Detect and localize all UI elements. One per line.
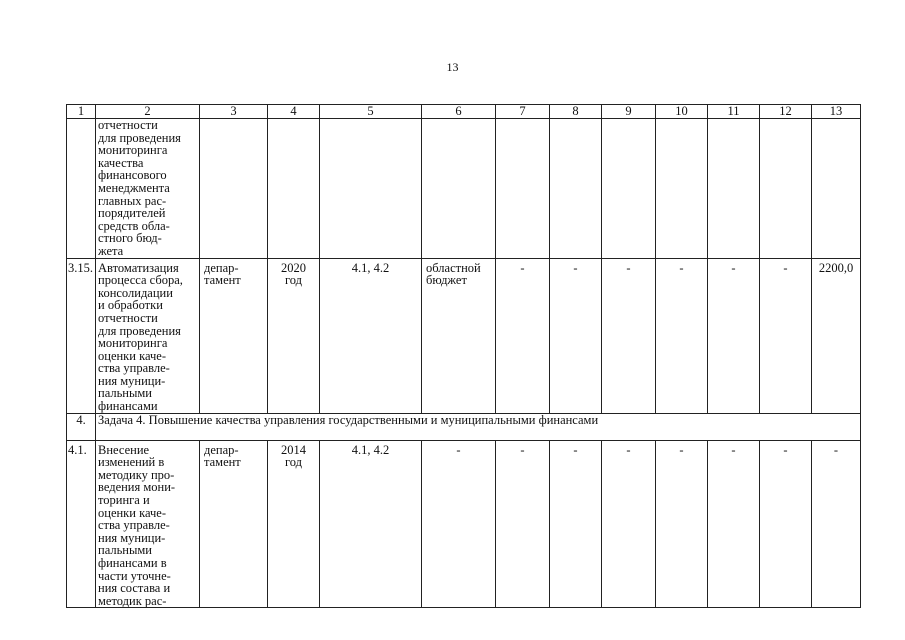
cell-line: процесса сбора, <box>98 273 183 288</box>
column-number: 4 <box>268 105 320 119</box>
value-cell: - <box>760 440 812 608</box>
cell-line: Внесение <box>98 442 150 457</box>
cell-line: ния муници- <box>98 530 166 545</box>
task-title: Задача 4. Повышение качества управления государственными и муниципальными финансами <box>96 413 861 440</box>
executor <box>200 440 268 608</box>
value-cell: - <box>708 258 760 413</box>
program-table <box>66 104 861 608</box>
value-cell: - <box>602 440 656 608</box>
page-number: 13 <box>446 60 459 74</box>
value-cell: 2200,0 <box>812 258 861 413</box>
column-number: 7 <box>496 105 550 119</box>
table-row <box>67 119 861 259</box>
cell-line: ства управле- <box>98 518 170 533</box>
column-number: 11 <box>708 105 760 119</box>
column-number: 10 <box>656 105 708 119</box>
cell-line: депар- <box>204 260 239 275</box>
cell-line: мониторинга <box>98 336 168 351</box>
measure-description <box>96 119 200 259</box>
cell-line: тамент <box>204 273 241 288</box>
year <box>268 258 320 413</box>
measure-description <box>96 440 200 608</box>
cell-line: методику про- <box>98 467 175 482</box>
value-cell: - <box>708 440 760 608</box>
value-cell: - <box>602 258 656 413</box>
value-cell: - <box>656 440 708 608</box>
column-number: 13 <box>812 105 861 119</box>
cell-line: качества <box>98 155 144 170</box>
row-number: 4. <box>67 413 96 440</box>
cell-line: финансового <box>98 168 167 183</box>
cell-line: мониторинга <box>98 143 168 158</box>
value-cell: - <box>496 440 550 608</box>
cell-line: средств обла- <box>98 218 170 233</box>
cell-line: год <box>284 273 303 288</box>
column-number: 2 <box>96 105 200 119</box>
value-cell: - <box>422 440 496 608</box>
cell-line: отчетности <box>98 118 158 132</box>
year <box>268 440 320 608</box>
value-cell: - <box>550 258 602 413</box>
cell-line: 2020 <box>281 260 306 275</box>
table-row <box>67 258 861 413</box>
funding-source <box>422 258 496 413</box>
cell-line: пальными <box>98 386 152 401</box>
value-cell: - <box>656 258 708 413</box>
table-row <box>67 440 861 608</box>
column-number-row <box>67 105 861 119</box>
cell-line: торинга и <box>98 493 150 508</box>
cell-line: ства управле- <box>98 361 170 376</box>
cell-line: и обработки <box>98 298 163 313</box>
cell-line: оценки каче- <box>98 348 166 363</box>
cell-line: стного бюд- <box>98 231 162 246</box>
column-number: 12 <box>760 105 812 119</box>
row-number: 3.15. <box>67 258 96 413</box>
cell-line: изменений в <box>98 455 165 470</box>
cell-line: депар- <box>204 442 239 457</box>
cell-line: областной <box>426 260 481 275</box>
value-cell: - <box>550 440 602 608</box>
cell-line: менеджмента <box>98 180 170 195</box>
cell-line: жета <box>98 243 124 258</box>
value-cell: - <box>760 258 812 413</box>
column-number: 9 <box>602 105 656 119</box>
measure-description <box>96 258 200 413</box>
cell-line: ведения мони- <box>98 480 176 495</box>
column-number: 3 <box>200 105 268 119</box>
value-cell: - <box>496 258 550 413</box>
cell-line: оценки каче- <box>98 505 166 520</box>
cell-line: ния муници- <box>98 373 166 388</box>
cell-line: тамент <box>204 455 241 470</box>
cell-line: части уточне- <box>98 568 171 583</box>
cell-line: Автоматизация <box>98 260 179 275</box>
executor <box>200 258 268 413</box>
cell-line: 2014 <box>281 442 306 457</box>
column-number: 6 <box>422 105 496 119</box>
cell-line: ния состава и <box>98 581 171 596</box>
cell-line: для проведения <box>98 130 181 145</box>
cell-line: методик рас- <box>98 593 167 608</box>
column-number: 8 <box>550 105 602 119</box>
cell-line: главных рас- <box>98 193 167 208</box>
cell-line: финансами в <box>98 556 167 570</box>
task-row <box>67 413 861 440</box>
row-number: 4.1. <box>67 440 96 608</box>
cell-line: год <box>284 455 303 470</box>
cell-line: бюджет <box>426 273 467 288</box>
cell-line: для проведения <box>98 323 181 338</box>
cell-line: финансами <box>98 399 158 414</box>
cell-line: порядителей <box>98 206 166 221</box>
indicators: 4.1, 4.2 <box>320 440 422 608</box>
value-cell: - <box>812 440 861 608</box>
indicators: 4.1, 4.2 <box>320 258 422 413</box>
cell-line: отчетности <box>98 310 158 325</box>
cell-line: пальными <box>98 543 152 558</box>
column-number: 5 <box>320 105 422 119</box>
cell-line: консолидации <box>98 285 173 300</box>
column-number: 1 <box>67 105 96 119</box>
